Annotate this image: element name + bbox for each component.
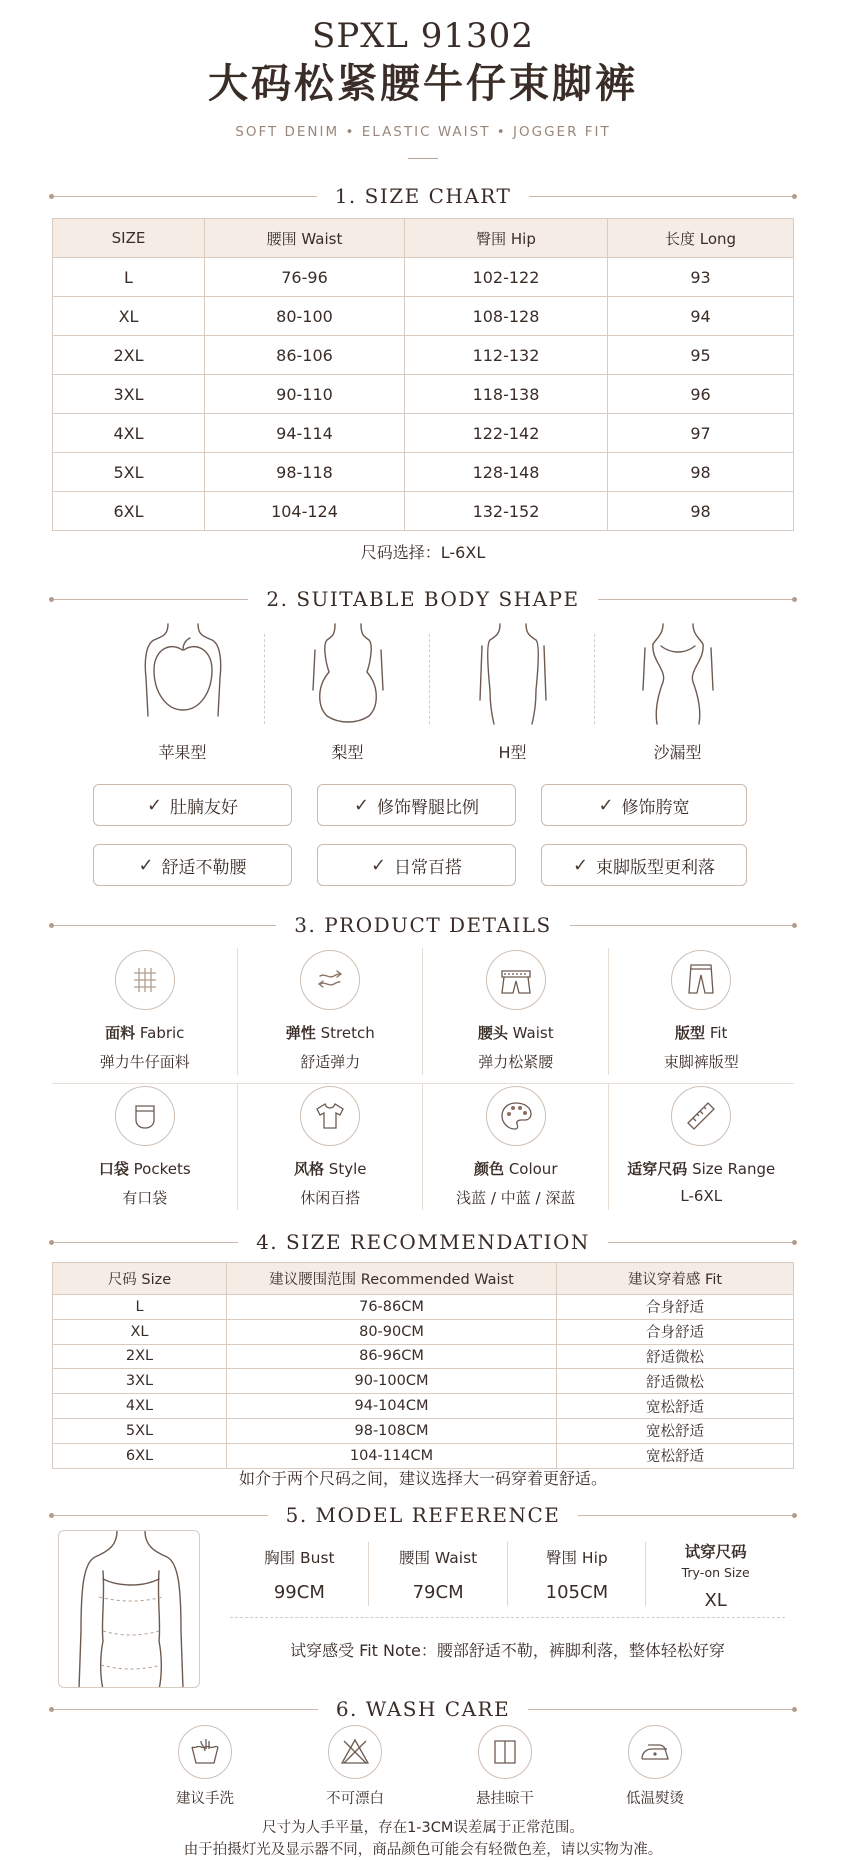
check-icon: ✓ xyxy=(598,794,614,816)
table-cell: 97 xyxy=(608,414,794,453)
table-cell: 舒适微松 xyxy=(557,1344,794,1369)
ruler-icon xyxy=(671,1086,731,1146)
feature-label: 修饰臀腿比例 xyxy=(377,797,480,818)
wash-label: 低温熨烫 xyxy=(626,1791,684,1807)
detail-name: 面料 xyxy=(105,1024,136,1042)
table-cell: 98 xyxy=(608,453,794,492)
body-shape-h xyxy=(430,620,595,770)
hang-dry-icon xyxy=(478,1725,532,1779)
measure-label: 腰围 Waist xyxy=(399,1549,478,1567)
table-cell: 2XL xyxy=(53,1344,227,1369)
table-cell: 94 xyxy=(608,297,794,336)
page-subtitle: SOFT DENIM • ELASTIC WAIST • JOGGER FIT xyxy=(235,124,611,140)
wash-item xyxy=(130,1725,280,1808)
trousers-icon xyxy=(671,950,731,1010)
section-title-size-chart: 1. SIZE CHART xyxy=(52,183,794,209)
wash-care-row xyxy=(130,1725,730,1808)
feature-tag xyxy=(541,784,747,826)
feature-tag xyxy=(93,784,292,826)
measure-label: 胸围 Bust xyxy=(264,1549,335,1567)
section-title-wash-care: 6. WASH CARE xyxy=(52,1696,794,1722)
detail-value: 有口袋 xyxy=(122,1189,168,1207)
detail-value: 弹力牛仔面料 xyxy=(99,1053,190,1071)
check-icon: ✓ xyxy=(370,854,387,876)
table-row xyxy=(53,1443,794,1468)
table-cell: XL xyxy=(53,1319,227,1344)
table-cell: 90-110 xyxy=(205,375,405,414)
model-tryon-size xyxy=(646,1538,785,1617)
detail-name-en: Fit xyxy=(709,1024,728,1042)
product-details-grid xyxy=(52,948,794,1218)
check-icon: ✓ xyxy=(146,794,163,816)
measure-value: 79CM xyxy=(412,1582,464,1603)
table-row xyxy=(53,453,794,492)
body-shape-pear xyxy=(265,620,430,770)
detail-size-range xyxy=(609,1084,795,1218)
table-cell: 90-100CM xyxy=(227,1369,557,1394)
check-icon: ✓ xyxy=(138,854,154,876)
table-cell: 98-108CM xyxy=(227,1418,557,1443)
measure-value: 105CM xyxy=(545,1582,609,1603)
table-row xyxy=(53,1394,794,1419)
check-icon: ✓ xyxy=(353,794,370,816)
size-range-note: 尺码选择：L-6XL xyxy=(360,543,486,562)
table-row xyxy=(53,492,794,531)
measure-sublabel: Try-on Size xyxy=(681,1565,750,1580)
table-cell: 80-100 xyxy=(205,297,405,336)
section-title-body-shape: 2. SUITABLE BODY SHAPE xyxy=(52,586,794,612)
detail-value: L-6XL xyxy=(680,1187,723,1205)
hourglass-figure-icon xyxy=(633,620,723,730)
detail-name-en: Pockets xyxy=(133,1160,191,1178)
measure-value: 99CM xyxy=(273,1582,325,1603)
section-title-size-recommendation: 4. SIZE RECOMMENDATION xyxy=(52,1229,794,1255)
table-header-row xyxy=(53,1263,794,1295)
table-row xyxy=(53,375,794,414)
detail-name-en: Style xyxy=(328,1160,367,1178)
detail-name: 风格 xyxy=(294,1160,325,1178)
wash-label: 悬挂晾干 xyxy=(476,1791,534,1807)
feature-tag xyxy=(93,844,292,886)
table-cell: 93 xyxy=(608,258,794,297)
table-cell: 98-118 xyxy=(205,453,405,492)
palette-icon xyxy=(486,1086,546,1146)
table-cell: L xyxy=(53,258,205,297)
table-cell: 98 xyxy=(608,492,794,531)
model-hip xyxy=(508,1538,647,1617)
table-cell: 76-86CM xyxy=(227,1295,557,1320)
h-figure-icon xyxy=(468,620,558,730)
detail-value: 弹力松紧腰 xyxy=(478,1053,554,1071)
table-cell: 舒适微松 xyxy=(557,1369,794,1394)
model-bust xyxy=(230,1538,369,1617)
table-cell: 宽松舒适 xyxy=(557,1418,794,1443)
table-header-row xyxy=(53,219,794,258)
body-shape-apple xyxy=(100,620,265,770)
table-cell: 128-148 xyxy=(405,453,608,492)
apple-figure-icon xyxy=(138,620,228,730)
table-header-cell: 长度 Long xyxy=(608,219,794,258)
table-row xyxy=(53,1418,794,1443)
body-shape-label: 沙漏型 xyxy=(653,743,702,762)
detail-name: 弹性 xyxy=(285,1024,316,1042)
body-shape-label: 梨型 xyxy=(331,743,364,762)
table-cell: 6XL xyxy=(53,492,205,531)
detail-stretch xyxy=(238,948,424,1083)
table-cell: 4XL xyxy=(53,414,205,453)
detail-style xyxy=(238,1084,424,1218)
check-icon: ✓ xyxy=(572,854,589,876)
detail-colour xyxy=(423,1084,609,1218)
table-row xyxy=(53,414,794,453)
model-figure-image xyxy=(58,1530,200,1688)
table-cell: XL xyxy=(53,297,205,336)
table-cell: 94-104CM xyxy=(227,1394,557,1419)
table-cell: 122-142 xyxy=(405,414,608,453)
detail-pockets xyxy=(52,1084,238,1218)
body-shape-hourglass xyxy=(595,620,760,770)
feature-tag xyxy=(317,784,516,826)
section-title-product-details: 3. PRODUCT DETAILS xyxy=(52,912,794,938)
wash-label: 建议手洗 xyxy=(176,1791,234,1807)
table-cell: 合身舒适 xyxy=(557,1319,794,1344)
table-row xyxy=(53,297,794,336)
feature-label: 舒适不勒腰 xyxy=(161,857,247,878)
table-cell: 5XL xyxy=(53,1418,227,1443)
size-recommendation-table xyxy=(52,1262,794,1469)
model-waist xyxy=(369,1538,508,1617)
body-shape-label: H型 xyxy=(498,743,527,762)
detail-name: 版型 xyxy=(675,1024,706,1042)
table-cell: 宽松舒适 xyxy=(557,1443,794,1468)
table-row xyxy=(53,1344,794,1369)
table-cell: 112-132 xyxy=(405,336,608,375)
stretch-icon xyxy=(300,950,360,1010)
table-cell: 132-152 xyxy=(405,492,608,531)
table-cell: 102-122 xyxy=(405,258,608,297)
table-row xyxy=(53,258,794,297)
table-header-cell: SIZE xyxy=(53,219,205,258)
table-cell: 6XL xyxy=(53,1443,227,1468)
footer-note-2: 由于拍摄灯光及显示器不同，商品颜色可能会有轻微色差，请以实物为准。 xyxy=(183,1842,663,1858)
waistband-icon xyxy=(486,950,546,1010)
detail-value: 浅蓝 / 中蓝 / 深蓝 xyxy=(456,1189,576,1207)
table-cell: 76-96 xyxy=(205,258,405,297)
table-cell: 5XL xyxy=(53,453,205,492)
pear-figure-icon xyxy=(303,620,393,730)
detail-name-en: Stretch xyxy=(320,1024,375,1042)
detail-fit xyxy=(609,948,795,1083)
table-cell: 104-124 xyxy=(205,492,405,531)
detail-name-en: Waist xyxy=(512,1024,554,1042)
body-shape-label: 苹果型 xyxy=(158,743,207,762)
detail-fabric xyxy=(52,948,238,1083)
page-header xyxy=(0,14,846,159)
feature-label: 束脚版型更利落 xyxy=(596,857,716,878)
detail-value: 舒适弹力 xyxy=(300,1053,361,1071)
product-code: SPXL 91302 xyxy=(312,16,534,56)
table-cell: 80-90CM xyxy=(227,1319,557,1344)
table-row xyxy=(53,1295,794,1320)
wash-label: 不可漂白 xyxy=(326,1791,384,1807)
table-cell: 118-138 xyxy=(405,375,608,414)
detail-value: 束脚裤版型 xyxy=(663,1053,739,1071)
page-title: 大码松紧腰牛仔束脚裤 xyxy=(208,61,638,107)
measure-label: 臀围 Hip xyxy=(546,1549,608,1567)
section-title-model-reference: 5. MODEL REFERENCE xyxy=(52,1502,794,1528)
table-row xyxy=(53,336,794,375)
table-header-cell: 建议腰围范围 Recommended Waist xyxy=(227,1263,557,1295)
table-cell: 宽松舒适 xyxy=(557,1394,794,1419)
measure-value: XL xyxy=(704,1590,727,1611)
table-cell: 104-114CM xyxy=(227,1443,557,1468)
measure-label: 试穿尺码 xyxy=(684,1543,747,1561)
wash-item xyxy=(580,1725,730,1808)
detail-name: 腰头 xyxy=(477,1024,508,1042)
shirt-icon xyxy=(300,1086,360,1146)
body-shape-row xyxy=(100,620,760,770)
feature-label: 日常百搭 xyxy=(394,857,463,878)
detail-name-en: Colour xyxy=(508,1160,558,1178)
table-cell: 3XL xyxy=(53,1369,227,1394)
feature-label: 修饰胯宽 xyxy=(621,797,690,818)
detail-name: 适穿尺码 xyxy=(627,1160,688,1178)
table-header-cell: 臀围 Hip xyxy=(405,219,608,258)
detail-name: 口袋 xyxy=(98,1160,129,1178)
table-cell: 合身舒适 xyxy=(557,1295,794,1320)
model-reference xyxy=(52,1530,794,1690)
table-header-cell: 腰围 Waist xyxy=(205,219,405,258)
no-bleach-icon xyxy=(328,1725,382,1779)
wash-item xyxy=(280,1725,430,1808)
table-cell: 86-106 xyxy=(205,336,405,375)
low-iron-icon xyxy=(628,1725,682,1779)
table-header-cell: 尺码 Size xyxy=(53,1263,227,1295)
table-cell: 96 xyxy=(608,375,794,414)
table-cell: 108-128 xyxy=(405,297,608,336)
table-cell: 95 xyxy=(608,336,794,375)
footer-note-1: 尺寸为人手平量，存在1-3CM误差属于正常范围。 xyxy=(262,1820,584,1836)
title-divider xyxy=(408,158,438,159)
table-cell: 2XL xyxy=(53,336,205,375)
table-row xyxy=(53,1369,794,1394)
wash-item xyxy=(430,1725,580,1808)
table-cell: 86-96CM xyxy=(227,1344,557,1369)
feature-tag xyxy=(317,844,516,886)
table-row xyxy=(53,1319,794,1344)
table-cell: 4XL xyxy=(53,1394,227,1419)
table-cell: 94-114 xyxy=(205,414,405,453)
detail-name-en: Fabric xyxy=(139,1024,185,1042)
detail-name-en: Size Range xyxy=(692,1160,776,1178)
table-header-cell: 建议穿着感 Fit xyxy=(557,1263,794,1295)
table-cell: L xyxy=(53,1295,227,1320)
recommendation-note: 如介于两个尺码之间，建议选择大一码穿着更舒适。 xyxy=(238,1469,607,1488)
feature-label: 肚腩友好 xyxy=(170,797,239,818)
fit-note: 试穿感受 Fit Note：腰部舒适不勒，裤脚利落，整体轻松好穿 xyxy=(290,1641,725,1660)
pocket-icon xyxy=(115,1086,175,1146)
feature-tags xyxy=(93,784,753,886)
table-cell: 3XL xyxy=(53,375,205,414)
detail-waist xyxy=(423,948,609,1083)
detail-value: 休闲百搭 xyxy=(300,1189,361,1207)
fabric-icon xyxy=(115,950,175,1010)
feature-tag xyxy=(541,844,747,886)
hand-wash-icon xyxy=(178,1725,232,1779)
model-measurements xyxy=(230,1538,785,1618)
detail-name: 颜色 xyxy=(474,1160,505,1178)
size-chart-table xyxy=(52,218,794,531)
